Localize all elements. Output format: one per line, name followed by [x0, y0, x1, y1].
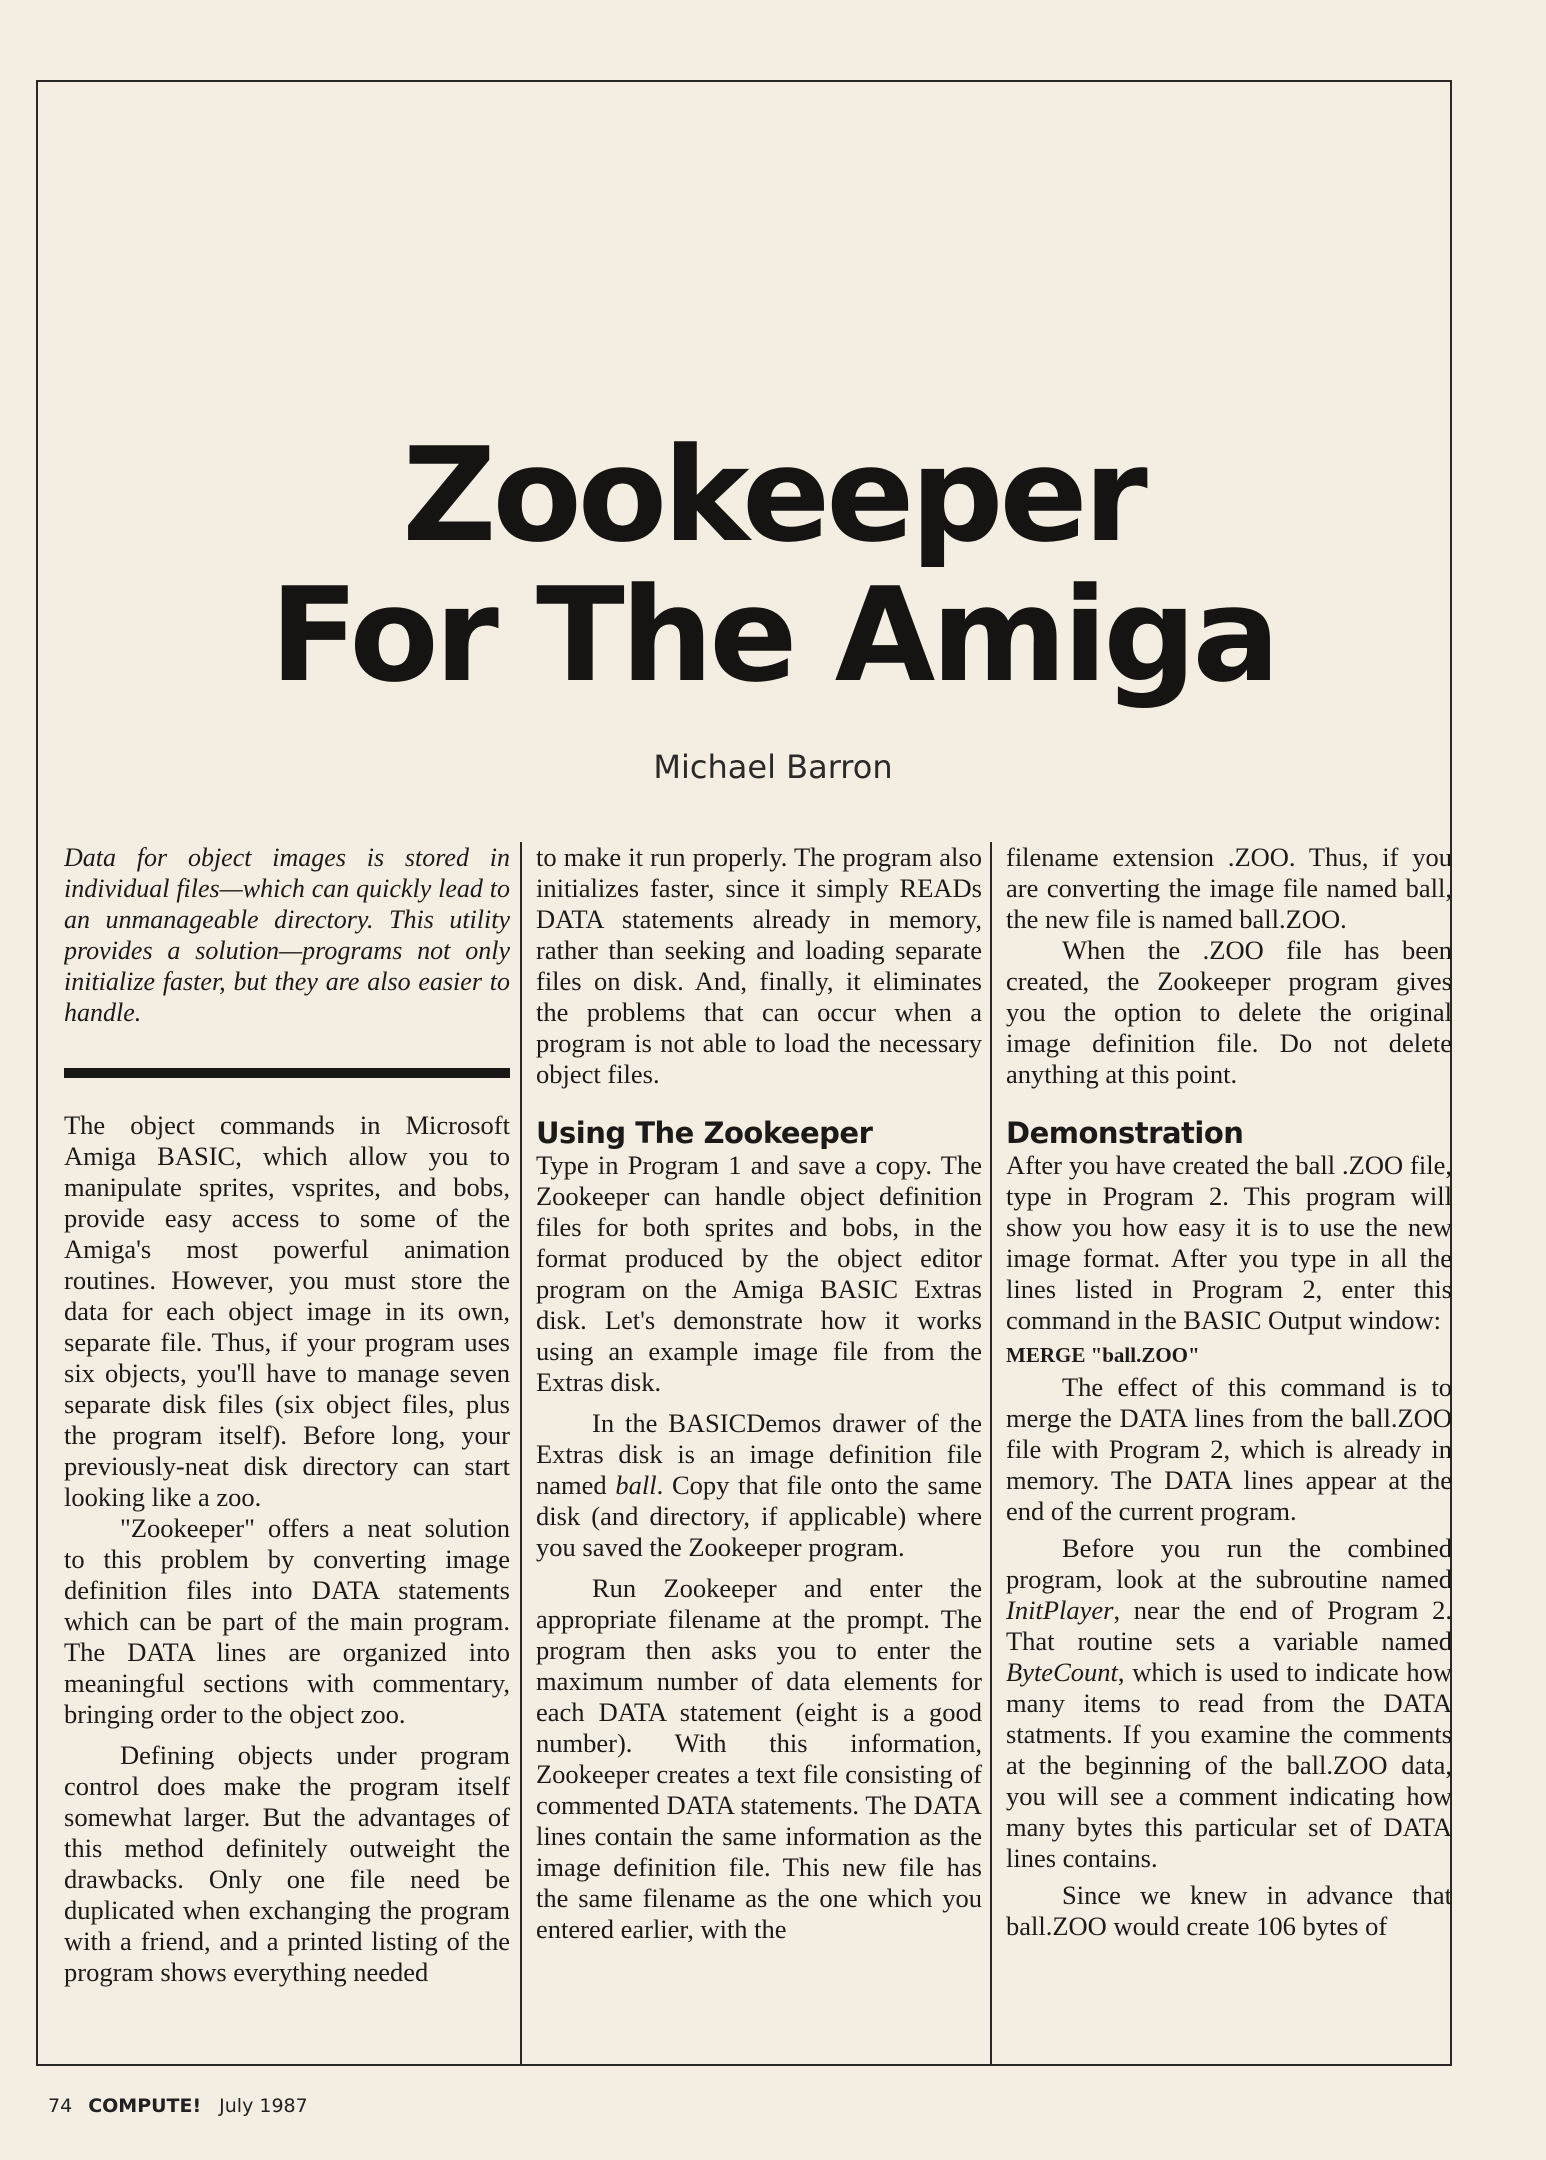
section-heading-demonstration: Demonstration	[1006, 1116, 1244, 1150]
author-byline: Michael Barron	[653, 748, 893, 786]
page-number: 74	[48, 2095, 73, 2117]
text-run: , which is used to indicate how many items to read from the DATA statments. If you examine the comments at the beginning of the ball.ZOO data, you will see a comment indicating how many bytes this particular set of DATA lines contains.	[1006, 1657, 1452, 1873]
paragraph: When the .ZOO file has been created, the Zookeeper program gives you the option to delete the original image definition file. Do not delete anything at this point.	[1006, 935, 1452, 1089]
text-run: . Copy that file onto the same disk (and directory, if applicable) where you saved the Zookeeper program.	[536, 1470, 982, 1562]
text-run: In the BASICDemos drawer of the Extras disk is an image definition file named	[536, 1408, 982, 1500]
merge-command: MERGE "ball.ZOO"	[1006, 1343, 1200, 1367]
column-divider-1	[520, 842, 522, 2066]
title-line-2: For The Amiga	[269, 559, 1277, 711]
paragraph: The effect of this command is to merge the DATA lines from the ball.ZOO file with Program 2, which is already in memory. The DATA lines appear at the end of the current program.	[1006, 1372, 1452, 1526]
paragraph: Run Zookeeper and enter the appropriate filename at the prompt. The program then asks you to enter the maximum number of data elements for each DATA statement (eight is a good number). With this information, Zookeeper creates a text file consisting of commented DATA statements. The DATA lines contain the same information as the image definition file. This new file has the same filename as the one which you entered earlier, with the	[536, 1573, 982, 1944]
filename-emphasis: ball	[615, 1470, 657, 1500]
paragraph: The object commands in Microsoft Amiga BASIC, which allow you to manipulate sprites, vsprites, and bobs, provide easy access to some of the Amiga's most powerful animation routines. However, you must store the data for each object image in its own, separate file. Thus, if your program uses six objects, you'll have to manage seven separate disk files (six object files, plus the program itself). Before long, your previously-neat disk directory can start looking like a zoo.	[64, 1110, 510, 1512]
section-heading-using: Using The Zookeeper	[536, 1116, 873, 1150]
paragraph: After you have created the ball .ZOO file, type in Program 2. This program will show you how easy it is to use the new image format. After you type in all the lines listed in Program 2, enter this command in the BASIC Output window:	[1006, 1150, 1452, 1335]
paragraph: Defining objects under program control does make the program itself somewhat larger. But the advantages of this method definitely outweight the drawbacks. Only one file need be duplicated when exchanging the program with a friend, and a printed listing of the program shows everything needed	[64, 1740, 510, 1987]
title-line-1: Zookeeper	[402, 419, 1144, 571]
column-3	[1006, 842, 1452, 2064]
paragraph: Type in Program 1 and save a copy. The Zookeeper can handle object definition files for both sprites and bobs, in the format produced by the object editor program on the Amiga BASIC Extras disk. Let's demonstrate how it works using an example image file from the Extras disk.	[536, 1150, 982, 1397]
column-1	[64, 842, 510, 2064]
column-divider-2	[990, 842, 992, 2066]
paragraph	[536, 1408, 982, 1563]
paragraph: to make it run properly. The program also initializes faster, since it simply READs DATA statements already in memory, rather than seeking and loading separate files on disk. And, finally, it eliminates the problems that can occur when a program is not able to load the necessary object files.	[536, 842, 982, 1089]
deck-rule	[64, 1068, 510, 1078]
variable-name: ByteCount	[1006, 1657, 1118, 1687]
subroutine-name: InitPlayer	[1006, 1595, 1114, 1625]
article-deck: Data for object images is stored in individual files—which can quickly lead to an unmanageable directory. This utility provides a solution—programs not only initialize faster, but they are also easier to handle.	[64, 843, 510, 1027]
issue-date: July 1987	[219, 2095, 308, 2117]
paragraph: filename extension .ZOO. Thus, if you are converting the image file named ball, the new file is named ball.ZOO.	[1006, 842, 1452, 934]
text-run: , near the end of Program 2. That routine sets a variable named	[1006, 1595, 1452, 1656]
page-footer	[48, 2095, 308, 2117]
magazine-name: COMPUTE!	[88, 2095, 202, 2117]
paragraph: Since we knew in advance that ball.ZOO would create 106 bytes of	[1006, 1880, 1452, 1941]
column-2	[536, 842, 982, 2064]
article-title	[0, 419, 1546, 711]
text-run: Before you run the combined program, look at the subroutine named	[1006, 1533, 1452, 1594]
paragraph: "Zookeeper" offers a neat solution to this problem by converting image definition files into DATA statements which can be part of the main program. The DATA lines are organized into meaningful sections with commentary, bringing order to the object zoo.	[64, 1513, 510, 1729]
paragraph	[1006, 1533, 1452, 1874]
